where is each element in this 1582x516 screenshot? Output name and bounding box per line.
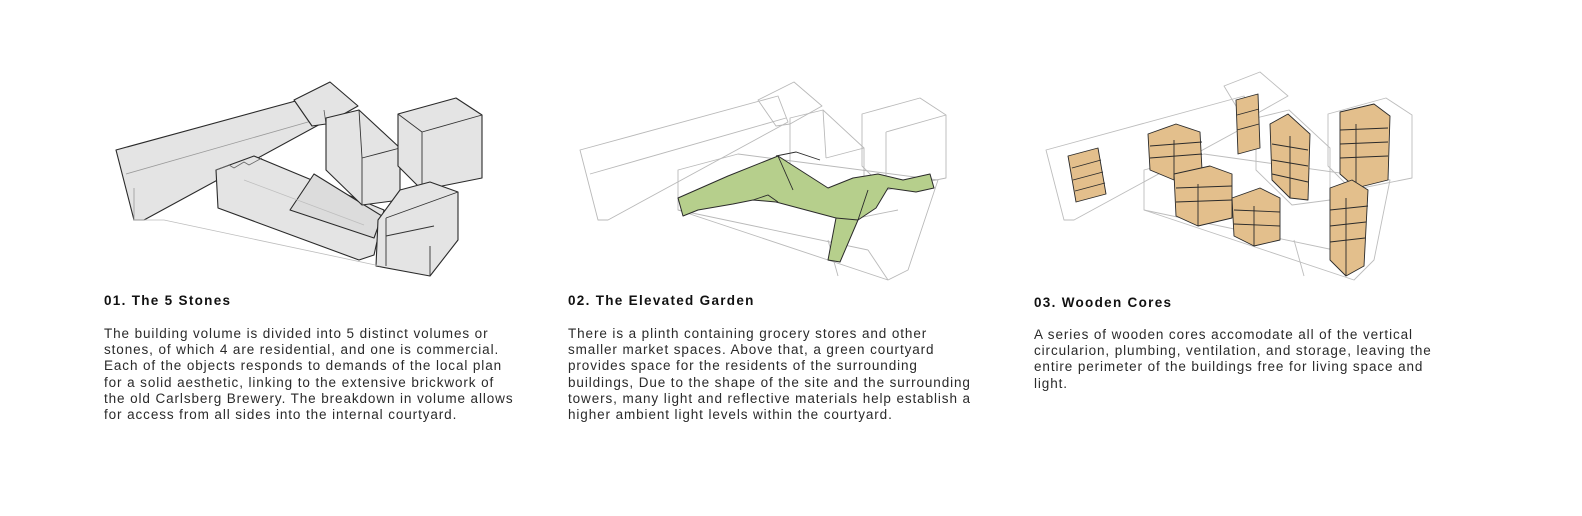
description-line: circularion, plumbing, ventilation, and storage, leaving the (1034, 343, 1432, 359)
description-line: higher ambient light levels within the courtyard. (568, 407, 893, 423)
description-line: for access from all sides into the internal courtyard. (104, 407, 458, 423)
description-line: There is a plinth containing grocery stores and other (568, 326, 928, 341)
panel-title: 01. The 5 Stones (104, 293, 232, 308)
description-line: light. (1034, 375, 1068, 391)
wood-core-tall (1236, 94, 1260, 154)
wood-core-e (1232, 188, 1280, 246)
five-stones-svg (104, 70, 574, 290)
panel-wooden-cores (1034, 0, 1504, 516)
panel-description (1034, 327, 1432, 392)
wooden-cores-diagram (1034, 70, 1504, 290)
panel-title: 03. Wooden Cores (1034, 295, 1173, 310)
description-line: smaller market spaces. Above that, a green courtyard (568, 342, 935, 358)
wood-core-d (1174, 166, 1232, 226)
description-line: entire perimeter of the buildings free for living space and (1034, 359, 1424, 375)
panel-description (104, 326, 513, 423)
description-line: stones, of which 4 are residential, and one is commercial. (104, 342, 500, 358)
description-line: Each of the objects responds to demands of the local plan (104, 358, 503, 374)
description-line: for a solid aesthetic, linking to the extensive brickwork of (104, 374, 495, 390)
ghost-plinth (678, 154, 938, 280)
panel-description (568, 326, 971, 423)
five-stones-diagram (104, 70, 574, 290)
green-courtyard (678, 156, 934, 262)
description-line: the old Carlsberg Brewery. The breakdown in volume allows (104, 390, 514, 406)
panel-title: 02. The Elevated Garden (568, 293, 755, 308)
wood-core-f (1330, 180, 1368, 276)
description-line: provides space for the residents of the surrounding (568, 358, 918, 374)
panel-five-stones (104, 0, 574, 516)
stone-tall-right (398, 98, 482, 190)
panel-elevated-garden (568, 0, 1038, 516)
elevated-garden-svg (568, 70, 1038, 290)
description-line: buildings, Due to the shape of the site and the surrounding (568, 374, 971, 390)
wood-core-c (1340, 104, 1390, 188)
elevated-garden-diagram (568, 70, 1038, 290)
description-line: A series of wooden cores accomodate all of the vertical (1034, 327, 1413, 342)
wood-core-left (1068, 148, 1106, 202)
description-line: towers, many light and reflective materials help establish a (568, 390, 971, 406)
wooden-cores-svg (1034, 70, 1504, 290)
description-line: The building volume is divided into 5 distinct volumes or (104, 326, 489, 341)
